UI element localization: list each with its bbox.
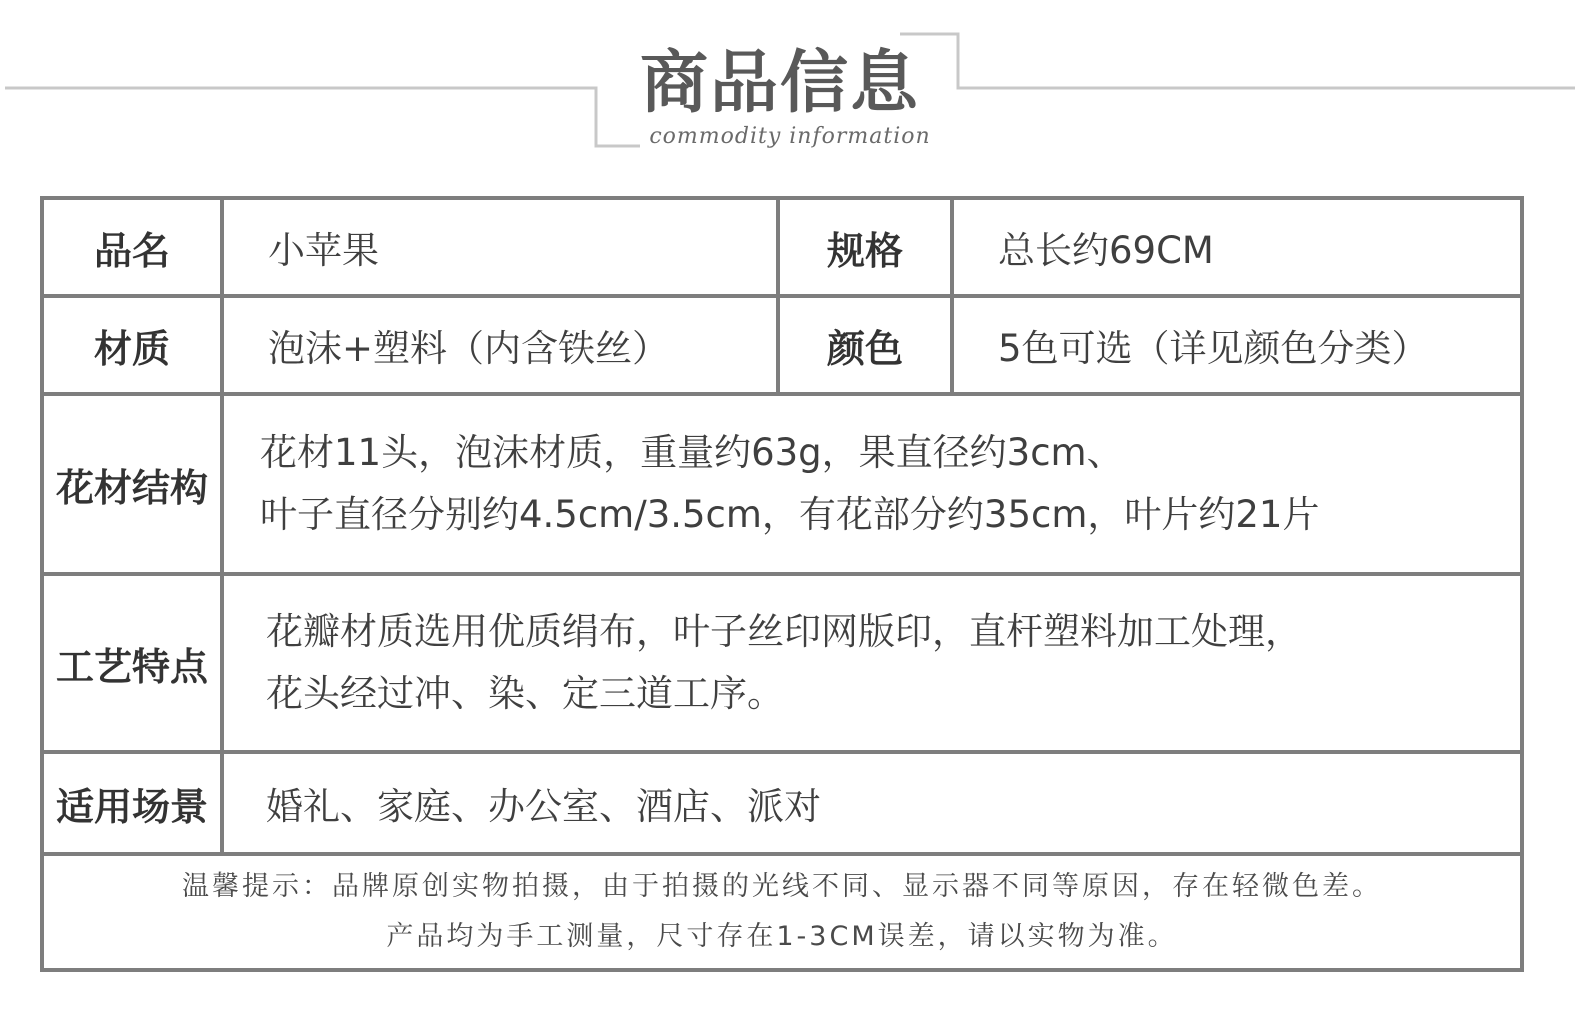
label-name: 品名 [44,200,224,294]
craft-line-2: 花头经过冲、染、定三道工序。 [266,672,784,715]
note-line-1: 温馨提示：品牌原创实物拍摄，由于拍摄的光线不同、显示器不同等原因，存在轻微色差。 [182,871,1382,902]
value-color: 5色可选（详见颜色分类） [998,327,1429,370]
value-spec: 总长约69CM [998,229,1214,272]
table-row-structure [44,396,1520,576]
label-spec: 规格 [780,200,954,294]
reminder-note [44,856,1520,968]
table-row-note [44,856,1520,968]
page-title: 商品信息 [639,44,920,123]
craft-line-1: 花瓣材质选用优质绢布，叶子丝印网版印，直杆塑料加工处理， [266,610,1302,653]
value-craft [224,576,1520,750]
value-scene: 婚礼、家庭、办公室、酒店、派对 [266,785,821,828]
table-row-scene [44,754,1520,856]
label-scene: 适用场景 [44,754,224,852]
page-subtitle: commodity information [649,124,931,149]
note-line-2: 产品均为手工测量，尺寸存在1-3CM误差，请以实物为准。 [386,921,1178,952]
value-structure [224,396,1520,572]
table-row-craft [44,576,1520,754]
table-row-material-color [44,298,1520,396]
structure-line-1: 花材11头，泡沫材质，重量约63g，果直径约3cm、 [260,431,1124,474]
label-material: 材质 [44,298,224,392]
structure-line-2: 叶子直径分别约4.5cm/3.5cm，有花部分约35cm，叶片约21片 [260,493,1320,536]
label-color: 颜色 [780,298,954,392]
label-structure: 花材结构 [44,396,224,572]
product-info-table [40,196,1524,972]
label-craft: 工艺特点 [44,576,224,750]
table-row-name-spec [44,200,1520,298]
value-name: 小苹果 [224,200,780,294]
value-material: 泡沫+塑料（内含铁丝） [224,298,780,392]
section-header [0,0,1580,180]
